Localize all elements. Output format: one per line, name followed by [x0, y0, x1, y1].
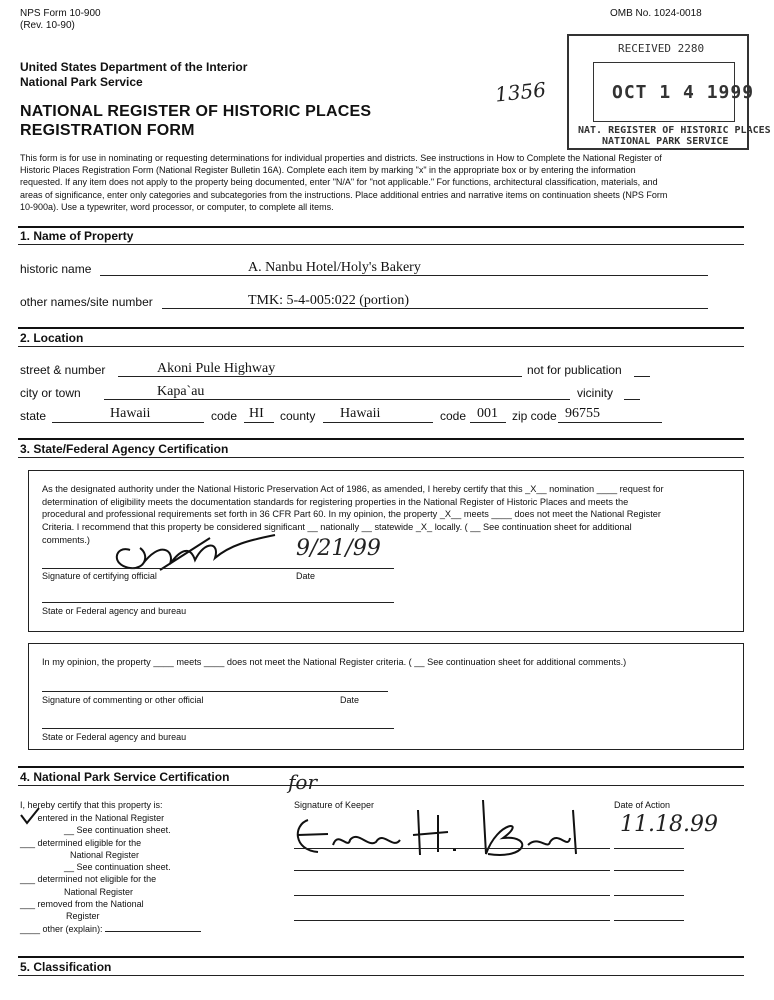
stamp-service-line: NATIONAL PARK SERVICE [602, 136, 729, 147]
option-other[interactable]: ____ other (explain): [20, 923, 201, 935]
county-code-label: code [440, 409, 467, 423]
other-names-underline [162, 308, 708, 309]
zip-underline [558, 422, 662, 423]
date-label: Date [296, 571, 316, 581]
street-field[interactable]: Akoni Pule Highway [157, 361, 276, 376]
state-label: state [20, 409, 47, 423]
option-label: determined not eligible for the [37, 874, 157, 885]
omb-number: OMB No. 1024-0018 [610, 8, 702, 19]
vicinity-label: vicinity [577, 386, 614, 400]
option-label: removed from the National [37, 899, 144, 910]
certification-line: Criteria. I recommend that this property be considered significant __ nationally __ statewide _X_ locally. ( __ See continuation sheet for additional [42, 522, 632, 533]
option-determined-not-eligible[interactable]: ___ determined not eligible for the [20, 874, 157, 885]
status-options-list [20, 812, 201, 935]
instructions-line: requested. If any item does not apply to the property being documented, enter "N/A" for "not applicable." For functions, architectural classification, materials, and [20, 177, 658, 188]
stamp-received-label: RECEIVED 2280 [618, 42, 705, 55]
certification-line: procedural and professional requirements set forth in 36 CFR Part 60. In my opinion, the property _X__ meets ____ does not meet the National Register [42, 509, 661, 520]
section-divider [18, 956, 744, 958]
county-code-underline [470, 422, 506, 423]
other-names-label: other names/site number [20, 295, 153, 309]
keeper-annotation: for [288, 770, 318, 794]
handwritten-reference-number: 1356 [493, 77, 548, 107]
instructions-paragraph [20, 152, 667, 213]
signature-label: Signature of certifying official [42, 571, 157, 581]
other-explain-line [105, 931, 201, 932]
county-underline [323, 422, 433, 423]
other-names-field[interactable]: TMK: 5-4-005:022 (portion) [248, 293, 409, 308]
section-divider [18, 438, 744, 440]
action-date-line [614, 870, 684, 871]
certification-line: As the designated authority under the National Historic Preservation Act of 1986, as amended, I hereby certify that this _X__ nomination ____ request for [42, 484, 664, 494]
option-label: determined eligible for the [37, 837, 142, 848]
stamp-register-line: NAT. REGISTER OF HISTORIC PLACES [578, 125, 771, 136]
vicinity-checkbox[interactable] [624, 399, 640, 400]
instructions-line: This form is for use in nominating or requesting determinations for individual properties and districts. See instructions in How to Complete the National Register of [20, 153, 662, 163]
county-label: county [280, 409, 316, 423]
page-subtitle: REGISTRATION FORM [20, 122, 195, 139]
section-3-heading: 3. State/Federal Agency Certification [20, 442, 229, 456]
stamp-date: OCT 1 4 1999 [612, 82, 755, 103]
state-code-field[interactable]: HI [249, 406, 264, 421]
section-4-heading: 4. National Park Service Certification [20, 770, 230, 784]
zip-field[interactable]: 96755 [565, 406, 600, 421]
section-divider [18, 327, 744, 329]
keeper-certification-intro: I, hereby certify that this property is: [20, 800, 163, 810]
certification-date-value: 9/21/99 [296, 536, 381, 561]
comment-signature-line [42, 691, 388, 692]
option-continuation[interactable]: __ See continuation sheet. [64, 825, 171, 836]
section-underline [18, 785, 744, 786]
section-2-heading: 2. Location [20, 331, 84, 345]
department-line: United States Department of the Interior [20, 60, 248, 74]
certification-line: determination of eligibility meets the documentation standards for registering properties in the National Register of Historic Places and meets the [42, 496, 629, 507]
historic-name-label: historic name [20, 262, 92, 276]
street-label: street & number [20, 363, 106, 377]
state-field[interactable]: Hawaii [110, 406, 151, 421]
state-code-label: code [211, 409, 238, 423]
signature-line [42, 568, 394, 569]
page-title: NATIONAL REGISTER OF HISTORIC PLACES [20, 103, 372, 120]
section-divider [18, 226, 744, 228]
agency-line: National Park Service [20, 75, 143, 89]
section-underline [18, 346, 744, 347]
certification-line: comments.) [42, 534, 90, 545]
agency-label: State or Federal agency and bureau [42, 732, 187, 742]
keeper-signature-label: Signature of Keeper [294, 800, 375, 810]
option-continuation[interactable]: __ See continuation sheet. [64, 862, 171, 873]
keeper-signature-line [294, 848, 610, 849]
not-for-publication-label: not for publication [527, 363, 622, 377]
keeper-signature [288, 790, 588, 870]
option-label: other (explain): [42, 923, 103, 934]
county-code-field[interactable]: 001 [477, 406, 498, 421]
not-for-publication-checkbox[interactable] [634, 376, 650, 377]
form-number: NPS Form 10-900 [20, 8, 101, 19]
action-date-line [614, 920, 684, 921]
option-entered[interactable] [20, 812, 201, 824]
state-underline [52, 422, 204, 423]
comment-date-label: Date [340, 695, 360, 705]
historic-name-field[interactable]: A. Nanbu Hotel/Holy's Bakery [248, 260, 421, 275]
section-underline [18, 244, 744, 245]
city-label: city or town [20, 386, 81, 400]
option-label: National Register [70, 849, 140, 860]
date-of-action-label: Date of Action [614, 800, 671, 810]
section-5-heading: 5. Classification [20, 960, 112, 974]
city-field[interactable]: Kapa`au [157, 384, 205, 399]
section-underline [18, 457, 744, 458]
instructions-line: areas of significance, enter only categories and subcategories from the instructions. Place additional entries and narrative items on continuation sheets (NPS Form [20, 189, 668, 200]
section-divider [18, 766, 744, 768]
action-date-line [614, 895, 684, 896]
state-code-underline [244, 422, 274, 423]
form-revision: (Rev. 10-90) [20, 20, 75, 31]
option-label: entered in the National Register [37, 813, 165, 823]
keeper-signature-line [294, 895, 610, 896]
agency-label: State or Federal agency and bureau [42, 606, 187, 616]
instructions-line: 10-900a). Use a typewriter, word processor, or computer, to complete all items. [20, 201, 334, 212]
date-of-action-value: 11.18.99 [620, 812, 718, 837]
option-label: National Register [64, 886, 134, 897]
option-removed[interactable]: ___ removed from the National [20, 899, 144, 910]
agency-line [42, 728, 394, 729]
county-field[interactable]: Hawaii [340, 406, 381, 421]
option-label: Register [66, 911, 100, 922]
comment-signature-label: Signature of commenting or other official [42, 695, 204, 705]
instructions-line: Historic Places Registration Form (National Register Bulletin 16A). Complete each item by marking "x" in the appropriate box or by entering the information [20, 165, 636, 176]
keeper-signature-line [294, 920, 610, 921]
zip-label: zip code [512, 409, 557, 423]
section-1-heading: 1. Name of Property [20, 229, 134, 243]
keeper-signature-line [294, 870, 610, 871]
action-date-line [614, 848, 684, 849]
option-determined-eligible[interactable]: ___ determined eligible for the [20, 837, 142, 848]
agency-line [42, 602, 394, 603]
opinion-statement: In my opinion, the property ____ meets ____ does not meet the National Register criteria. ( __ See continuation sheet for additional comments.) [42, 657, 627, 667]
section-underline [18, 975, 744, 976]
